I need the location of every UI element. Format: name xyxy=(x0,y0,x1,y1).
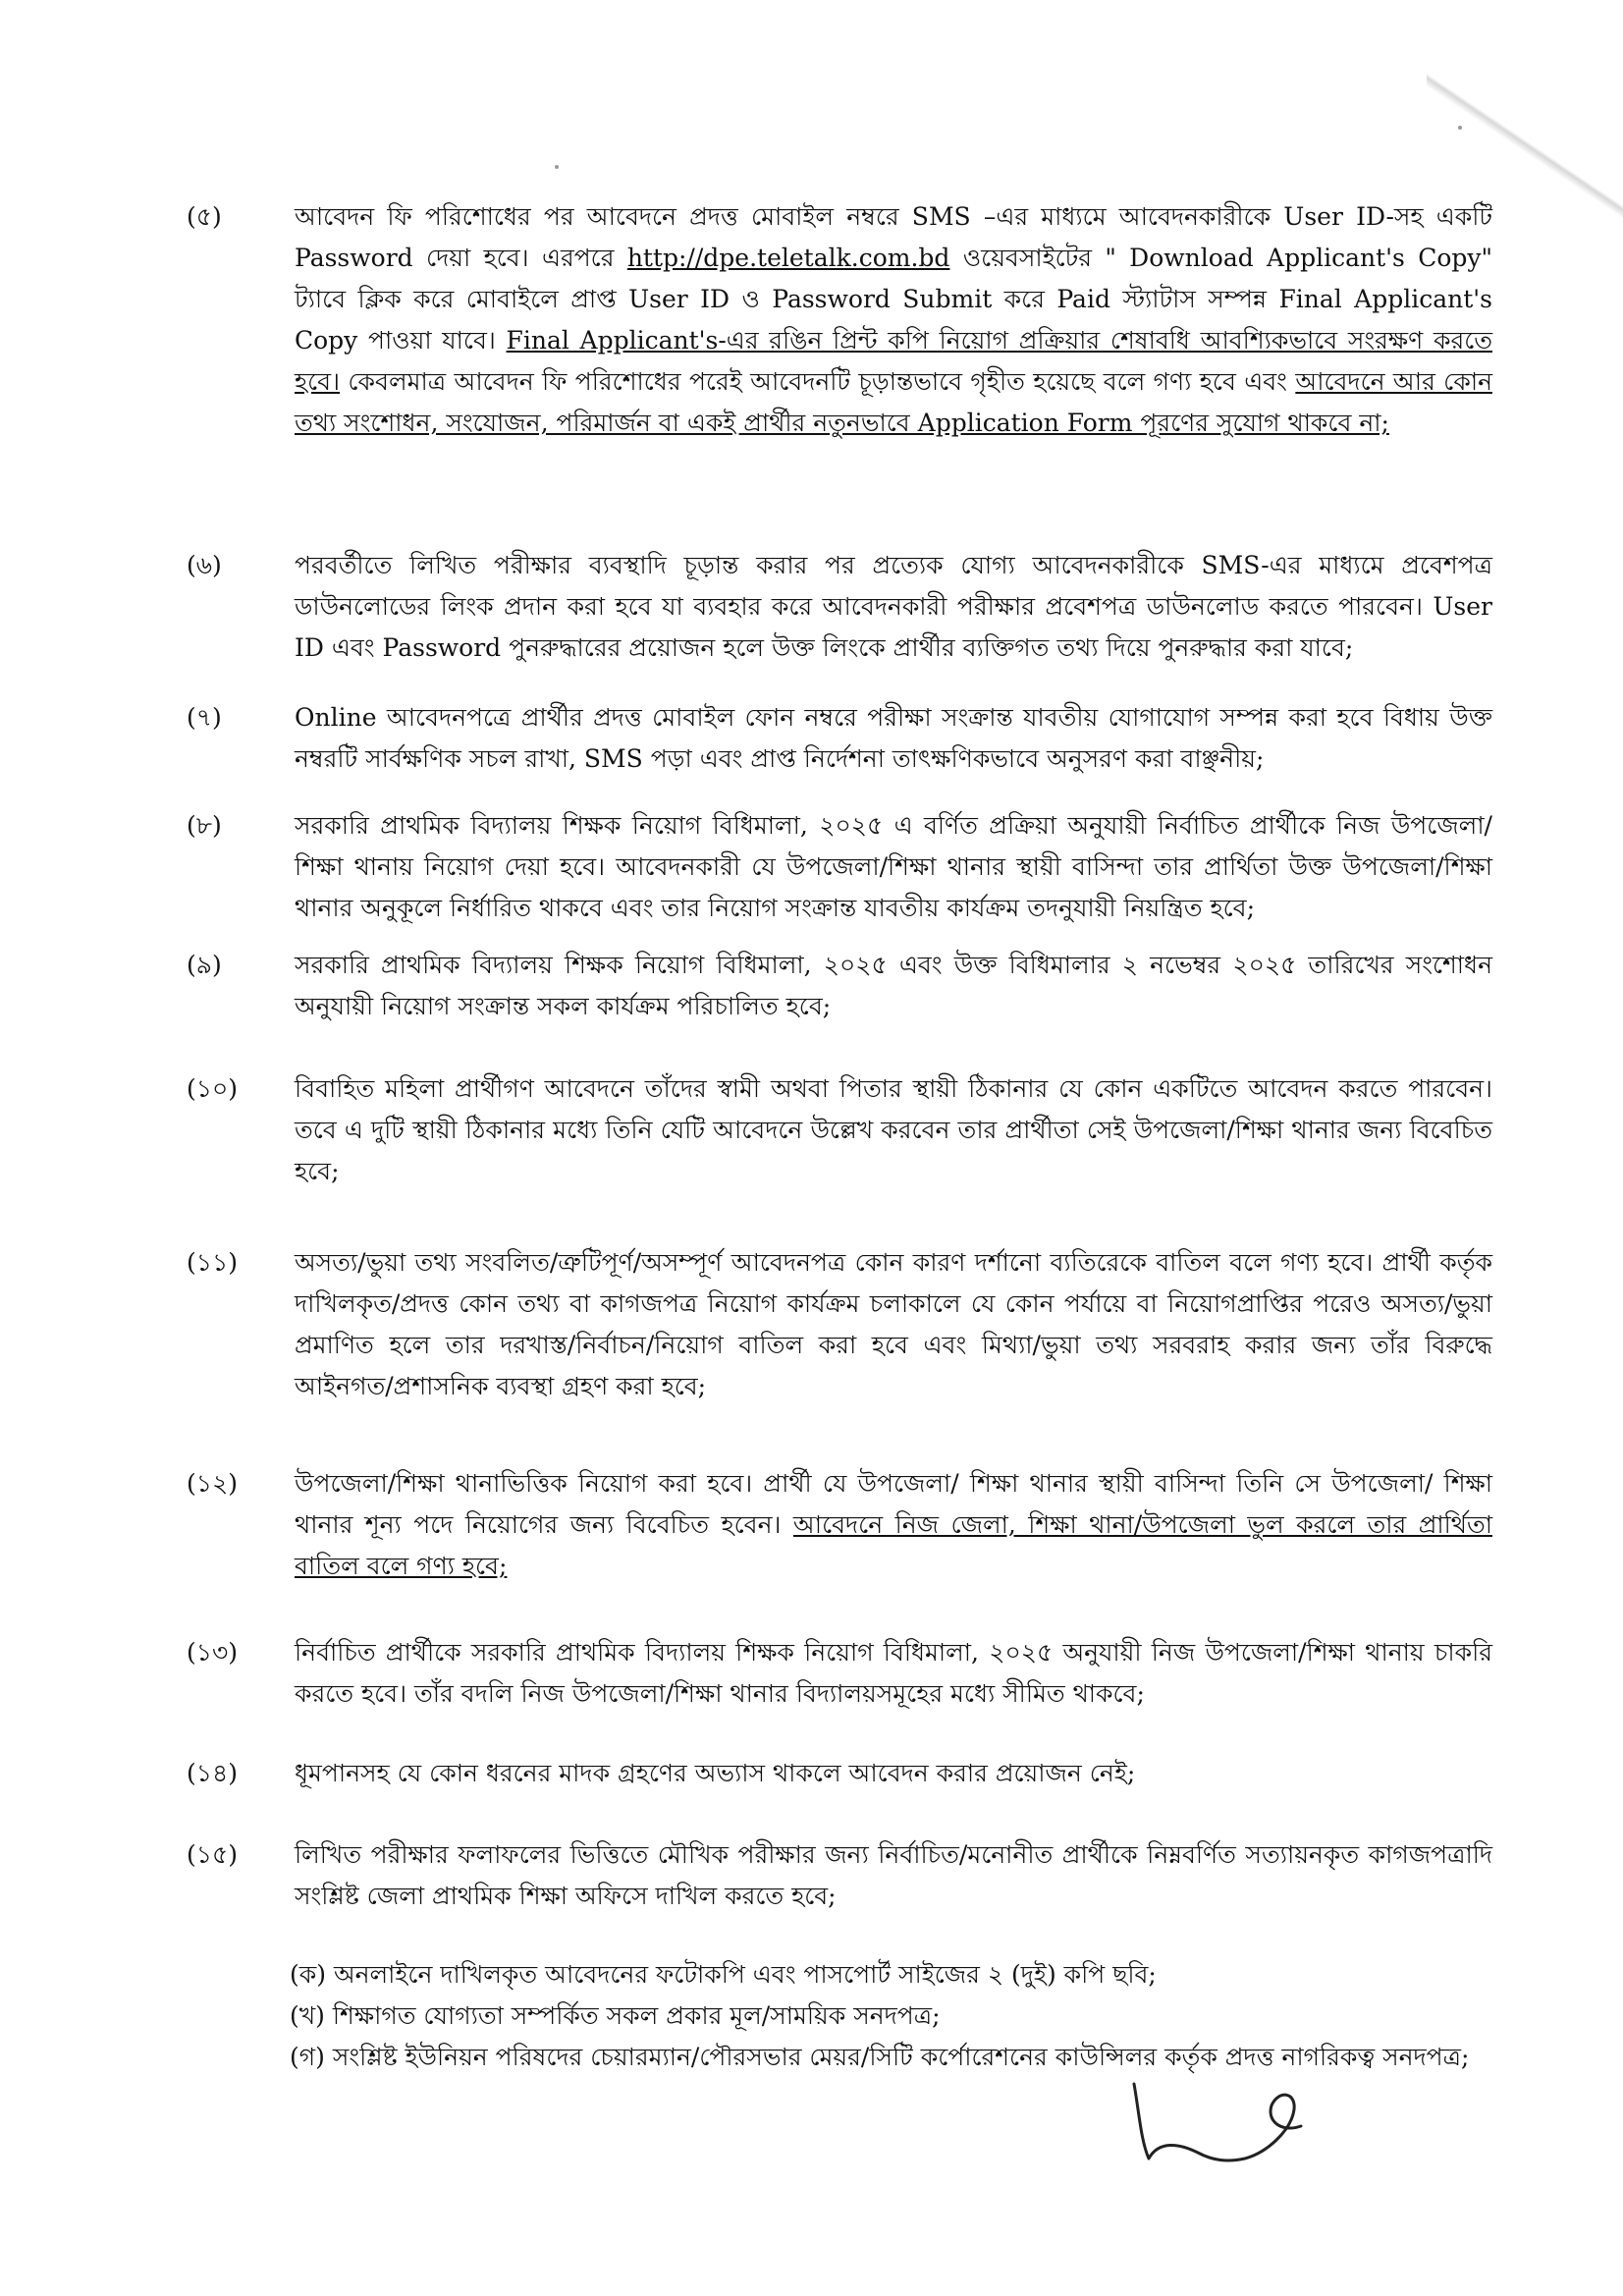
item-text xyxy=(295,1834,1492,1917)
item-text-part: অসত্য/ভুয়া তথ্য সংবলিত/ত্রুটিপূর্ণ/অসম্পূর্ণ আবেদনপত্র কোন কারণ দর্শানো ব্যতিরেকে বাতিল বলে গণ্য হবে। প্রার্থী কর্তৃক দাখিলকৃত/প্রদত্ত কোন তথ্য বা কাগজপত্র নিয়োগ কার্যক্রম চলাকালে যে কোন পর্যায়ে বা নিয়োগপ্রাপ্তির পরেও অসত্য/ভুয়া প্রমাণিত হলে তার দরখাস্ত/নির্বাচন/নিয়োগ বাতিল করা হবে এবং মিথ্যা/ভুয়া তথ্য সরবরাহ করার জন্য তাঁর বিরুদ্ধে আইনগত/প্রশাসনিক ব্যবস্থা গ্রহণ করা হবে; xyxy=(295,1248,1492,1400)
condition-item-7 xyxy=(187,697,1492,780)
item-text-part: বিবাহিত মহিলা প্রার্থীগণ আবেদনে তাঁদের স্বামী অথবা পিতার স্থায়ী ঠিকানার যে কোন একটিতে আবেদন করতে পারবেন। তবে এ দুটি স্থায়ী ঠিকানার মধ্যে তিনি যেটি আবেদনে উল্লেখ করবেন তার প্রার্থীতা সেই উপজেলা/শিক্ষা থানার জন্য বিবেচিত হবে; xyxy=(295,1074,1492,1185)
scan-speck xyxy=(1458,126,1462,130)
condition-item-9 xyxy=(187,945,1492,1027)
item-number: (১০) xyxy=(187,1074,238,1103)
item-number: (৮) xyxy=(187,811,222,840)
item-text-part: Online আবেদনপত্রে প্রার্থীর প্রদত্ত মোবাইল ফোন নম্বরে পরীক্ষা সংক্রান্ত যাবতীয় যোগাযোগ সম্পন্ন করা হবে বিধায় উক্ত নম্বরটি সার্বক্ষণিক সচল রাখা, SMS পড়া এবং প্রাপ্ত নির্দেশনা তাৎক্ষণিকভাবে অনুসরণ করা বাঞ্ছনীয়; xyxy=(295,703,1492,773)
signature xyxy=(1119,2072,1316,2180)
item-text xyxy=(295,945,1492,1027)
item-text xyxy=(295,1068,1492,1192)
item-text xyxy=(295,1753,1135,1794)
item-text xyxy=(295,805,1492,929)
item-text-part: ধূমপানসহ যে কোন ধরনের মাদক গ্রহণের অভ্যাস থাকলে আবেদন করার প্রয়োজন নেই; xyxy=(295,1759,1136,1787)
item-text xyxy=(295,697,1492,780)
item-number: (৫) xyxy=(187,202,222,231)
item-text xyxy=(295,1463,1492,1587)
condition-item-15 xyxy=(187,1834,1492,1917)
condition-item-12 xyxy=(187,1463,1492,1587)
item-text-part: উপজেলা/শিক্ষা থানাভিত্তিক নিয়োগ করা হবে। প্রার্থী যে উপজেলা/ শিক্ষা থানার স্থায়ী বাসিন্দা তিনি সে উপজেলা/ শিক্ষা থানার শূন্য পদে নিয়োগের জন্য বিবেচিত হবেন। xyxy=(295,1469,1492,1539)
item-number: (১১) xyxy=(187,1248,238,1277)
item-text-part: সরকারি প্রাথমিক বিদ্যালয় শিক্ষক নিয়োগ বিধিমালা, ২০২৫ এবং উক্ত বিধিমালার ২ নভেম্বর ২০২৫ তারিখের সংশোধন অনুযায়ী নিয়োগ সংক্রান্ত সকল কার্যক্রম পরিচালিত হবে; xyxy=(295,951,1492,1020)
item-text xyxy=(295,1242,1492,1407)
item-text-part: সরকারি প্রাথমিক বিদ্যালয় শিক্ষক নিয়োগ বিধিমালা, ২০২৫ এ বর্ণিত প্রক্রিয়া অনুযায়ী নির্বাচিত প্রার্থীকে নিজ উপজেলা/শিক্ষা থানায় নিয়োগ দেয়া হবে। আবেদনকারী যে উপজেলা/শিক্ষা থানার স্থায়ী বাসিন্দা তার প্রার্থিতা উক্ত উপজেলা/শিক্ষা থানার অনুকূলে নির্ধারিত থাকবে এবং তার নিয়োগ সংক্রান্ত যাবতীয় কার্যক্রম তদনুযায়ী নিয়ন্ত্রিত হবে; xyxy=(295,811,1492,922)
condition-item-10 xyxy=(187,1068,1492,1192)
item-text-underlined: আবেদনে নিজ জেলা, শিক্ষা থানা/উপজেলা ভুল করলে তার প্রার্থিতা বাতিল বলে গণ্য হবে; xyxy=(295,1510,1492,1580)
item-text xyxy=(295,545,1492,669)
item-text-part: নির্বাচিত প্রার্থীকে সরকারি প্রাথমিক বিদ্যালয় শিক্ষক নিয়োগ বিধিমালা, ২০২৫ অনুযায়ী নিজ উপজেলা/শিক্ষা থানায় চাকরি করতে হবে। তাঁর বদলি নিজ উপজেলা/শিক্ষা থানার বিদ্যালয়সমূহের মধ্যে সীমিত থাকবে; xyxy=(295,1638,1492,1708)
condition-item-14 xyxy=(187,1753,1135,1794)
teletalk-link[interactable]: http://dpe.teletalk.com.bd xyxy=(626,244,950,272)
item-text-part: আবেদন ফি পরিশোধের পর আবেদনে প্রদত্ত মোবাইল নম্বরে SMS –এর মাধ্যমে আবেদনকারীকে User ID-সহ একটি Password দেয়া হবে। এরপরে xyxy=(295,202,1492,272)
item-number: (১৩) xyxy=(187,1638,238,1667)
required-documents-list xyxy=(290,1954,1492,2078)
item-text-underlined: Final Applicant's-এর রঙিন প্রিন্ট কপি নিয়োগ প্রক্রিয়ার শেষাবধি আবশ্যিকভাবে সংরক্ষণ করতে হবে। xyxy=(295,326,1493,396)
condition-item-8 xyxy=(187,805,1492,929)
scan-speck xyxy=(555,165,559,169)
item-text-part: ওয়েবসাইটের " Download Applicant's Copy" ট্যাবে ক্লিক করে মোবাইলে প্রাপ্ত User ID ও Password Submit করে Paid স্ট্যাটাস সম্পন্ন Final Applicant's Copy পাওয়া যাবে। xyxy=(295,244,1493,355)
item-text-part: কেবলমাত্র আবেদন ফি পরিশোধের পরেই আবেদনটি চূড়ান্তভাবে গৃহীত হয়েছে বলে গণ্য হবে এবং xyxy=(340,367,1296,396)
item-text-part: পরবর্তীতে লিখিত পরীক্ষার ব্যবস্থাদি চূড়ান্ত করার পর প্রত্যেক যোগ্য আবেদনকারীকে SMS-এর মাধ্যমে প্রবেশপত্র ডাউনলোডের লিংক প্রদান করা হবে যা ব্যবহার করে আবেদনকারী পরীক্ষার প্রবেশপত্র ডাউনলোড করতে পারবেন। User ID এবং Password পুনরুদ্ধারের প্রয়োজন হলে উক্ত লিংকে প্রার্থীর ব্যক্তিগত তথ্য দিয়ে পুনরুদ্ধার করা যাবে; xyxy=(295,551,1492,662)
item-text-part: লিখিত পরীক্ষার ফলাফলের ভিত্তিতে মৌখিক পরীক্ষার জন্য নির্বাচিত/মনোনীত প্রার্থীকে নিম্নবর্ণিত সত্যায়নকৃত কাগজপত্রাদি সংশ্লিষ্ট জেলা প্রাথমিক শিক্ষা অফিসে দাখিল করতে হবে; xyxy=(295,1840,1492,1910)
item-number: (১৪) xyxy=(187,1759,238,1787)
sub-item-ka: (ক) অনলাইনে দাখিলকৃত আবেদনের ফটোকপি এবং পাসপোর্ট সাইজের ২ (দুই) কপি ছবি; xyxy=(290,1960,1157,1989)
condition-item-5 xyxy=(187,196,1492,444)
item-number: (১৫) xyxy=(187,1840,238,1869)
condition-item-13 xyxy=(187,1632,1492,1715)
sub-item-ga: (গ) সংশ্লিষ্ট ইউনিয়ন পরিষদের চেয়ারম্যান/পৌরসভার মেয়র/সিটি কর্পোরেশনের কাউন্সিলর কর্তৃক প্রদত্ত নাগরিকত্ব সনদপত্র; xyxy=(290,2043,1470,2071)
condition-item-6 xyxy=(187,545,1492,669)
item-number: (৬) xyxy=(187,551,222,579)
item-number: (৭) xyxy=(187,703,222,732)
sub-item-kha: (খ) শিক্ষাগত যোগ্যতা সম্পর্কিত সকল প্রকার মূল/সাময়িক সনদপত্র; xyxy=(290,2001,941,2030)
item-number: (৯) xyxy=(187,951,222,979)
item-text-underlined: আবেদনে আর কোন তথ্য সংশোধন, সংযোজন, পরিমার্জন বা একই প্রার্থীর নতুনভাবে Application Form পূরণের সুযোগ থাকবে না; xyxy=(295,367,1492,437)
item-text xyxy=(295,196,1492,444)
item-number: (১২) xyxy=(187,1469,238,1498)
condition-item-11 xyxy=(187,1242,1492,1407)
item-text xyxy=(295,1632,1492,1715)
